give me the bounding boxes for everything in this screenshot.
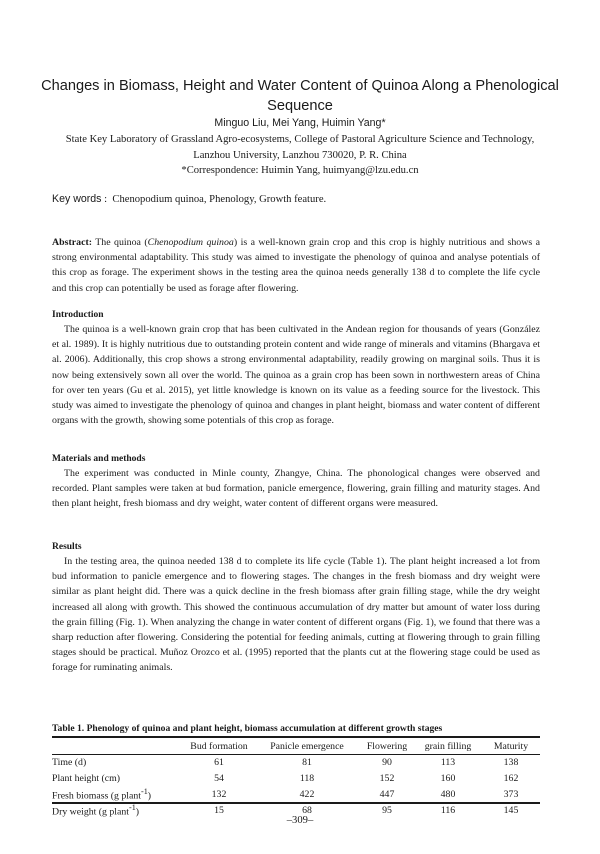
table-row <box>52 770 540 786</box>
affiliation: State Key Laboratory of Grassland Agro-ecosystems, College of Pastoral Agriculture Science and Technology, Lanzhou University, Lanzhou 730020, P. R. China <box>65 134 535 161</box>
column-header: Bud formation <box>190 740 248 752</box>
column-header: Panicle emergence <box>270 740 344 752</box>
abstract-label: Abstract: <box>52 237 93 248</box>
table-cell: 118 <box>299 772 315 784</box>
row-label: Fresh biomass (g plant$^{-1}$) <box>52 786 152 802</box>
abstract-species: Chenopodium quinoa <box>147 237 234 248</box>
row-label: Time (d) <box>52 756 87 768</box>
row-label: Plant height (cm) <box>52 772 121 784</box>
correspondence: *Correspondence: Huimin Yang, huimyang@lzu.edu.cn <box>181 165 419 176</box>
introduction-text: The quinoa is a well-known grain crop that has been cultivated in the Andean region for thousands of years (González et al. 1989). It is highly nutritious due to outstanding protein content and wide range of minerals and vitamins (Bhargava et al. 2006). Additionally, this crop shows a strong environmental adaptability, readily growing on marginal soils. Thus it is now being extensively sown all over the world. The quinoa as a grain crop has been sown in northwestern areas of China for over ten years (Gu et al. 2015), yet little knowledge is known on its value as a feeding source for the livestock. This study was aimed to investigate the phenology of quinoa and changes in plant height, biomass and water content of different organs with the growth, showing some potentials of this crop as forage. <box>52 324 540 427</box>
abstract-paragraph <box>52 235 540 296</box>
methods-heading: Materials and methods <box>52 454 146 464</box>
column-header: Maturity <box>493 740 529 752</box>
introduction-heading: Introduction <box>52 310 104 320</box>
results-heading: Results <box>52 542 82 552</box>
table-cell: 373 <box>503 788 519 800</box>
results-text: In the testing area, the quinoa needed 138 d to complete its life cycle (Table 1). The plant height increased a lot from bud information to panicle emergence and to flowering stages. The changes in the fresh biomass and dry weight were similar as plant height did. There was a quick decline in the fresh biomass after grain filling stage, while the dry weight increased all along with growth. This showed the continuous accumulation of dry matter but amount of water loss during the grain filling (Fig. 1). When analyzing the change in water content of different organs (Fig. 1), we found that there was a sharp reduction after flowering. Considering the potential for feeding animals, cutting at flowering through to grain filling stages should be practical. Muñoz Orozco et al. (1995) reported that the plants cut at the flowering stage could be used as forage for ruminating animals. <box>52 556 540 674</box>
column-header: grain filling <box>424 740 472 752</box>
table-row <box>52 786 540 802</box>
table-header-row <box>52 738 540 754</box>
table-cell: 138 <box>503 756 519 768</box>
table-cell: 68 <box>302 804 312 816</box>
page-number: –309– <box>286 815 314 826</box>
table-cell: 132 <box>211 788 227 800</box>
table-cell: 15 <box>214 804 224 816</box>
row-label: Dry weight (g plant$^{-1}$) <box>52 802 140 818</box>
table-cell: 90 <box>382 756 392 768</box>
table-cell: 113 <box>440 756 456 768</box>
keywords-text: Chenopodium quinoa, Phenology, Growth feature. <box>112 194 327 205</box>
table-cell: 162 <box>503 772 519 784</box>
affiliation-block <box>60 132 540 179</box>
column-header: Flowering <box>366 740 408 752</box>
table-cell: 81 <box>302 756 312 768</box>
table-cell: 116 <box>440 804 456 816</box>
methods-text: The experiment was conducted in Minle county, Zhangye, China. The phonological changes were observed and recorded. Plant samples were taken at bud formation, panicle emergence, flowering, grain filling and maturity stages. And then plant height, fresh biomass and dry weight, water content of different organs were measured. <box>52 468 540 510</box>
table-cell: 160 <box>440 772 456 784</box>
phenology-table <box>52 738 540 818</box>
table-caption: Table 1. Phenology of quinoa and plant height, biomass accumulation at different growth stages <box>52 723 443 734</box>
table-cell: 95 <box>382 804 392 816</box>
keywords-line <box>52 193 326 205</box>
table-row <box>52 754 540 770</box>
paper-title: Changes in Biomass, Height and Water Content of Quinoa Along a Phenological Sequence <box>41 78 559 114</box>
abstract-text-b: ) is a well-known grain crop and this crop is highly nutritious and shows a strong environmental adaptability. This study was aimed to investigate the phenology of quinoa and analyse potentials of this crop as forage. The experiment shows in the testing area the quinoa needs generally 138 d to complete the life cycle and this crop can potentially be used as forage after flowering. <box>52 237 540 294</box>
keywords-separator: : <box>104 194 108 205</box>
keywords-label: Key words <box>52 193 102 205</box>
table-cell: 422 <box>299 788 315 800</box>
abstract-text-a: The quinoa ( <box>92 237 148 248</box>
table-cell: 447 <box>379 788 395 800</box>
table-cell: 480 <box>440 788 456 800</box>
table-cell: 152 <box>379 772 395 784</box>
column-header <box>52 738 184 754</box>
table-cell: 54 <box>214 772 224 784</box>
paper-authors: Minguo Liu, Mei Yang, Huimin Yang* <box>214 117 386 129</box>
table-cell: 61 <box>214 756 224 768</box>
table-cell: 145 <box>503 804 519 816</box>
